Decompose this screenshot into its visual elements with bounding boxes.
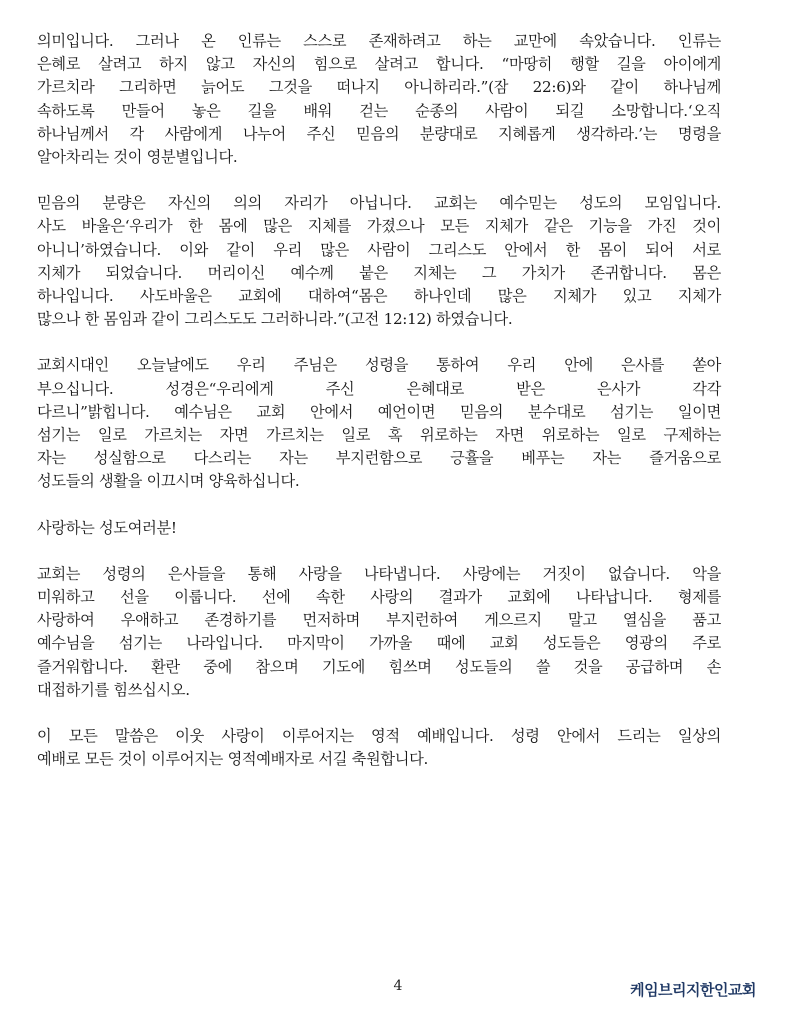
text-line: 예배로 모든 것이 이루어지는 영적예배자로 서길 축원합니다. (37, 750, 428, 769)
text-line: 하나님께서 각 사람에게 나누어 주신 믿음의 분량대로 지혜롭게 생각하라.’는 명령을 (37, 124, 721, 143)
page-number: 4 (393, 978, 403, 994)
text-line: 속하도록 만들어 놓은 길을 배워 걷는 순종의 사람이 되길 소망합니다.‘오직 (37, 101, 721, 120)
paragraph-3 (37, 354, 721, 493)
text-line: 미워하고 선을 이룹니다. 선에 속한 사랑의 결과가 교회에 나타납니다. 형제를 (37, 588, 721, 607)
text-line: 대접하기를 힘쓰십시오. (37, 680, 190, 699)
text-line: 믿음의 분량은 자신의 의의 자리가 아닙니다. 교회는 예수믿는 성도의 모임입니다. (37, 194, 721, 213)
text-line: 사랑하는 성도여러분! (37, 518, 177, 537)
paragraph-1 (37, 30, 721, 169)
text-line: 섬기는 일로 가르치는 자면 가르치는 일로 혹 위로하는 자면 위로하는 일로 구제하는 (37, 426, 721, 445)
text-line: 교회는 성령의 은사들을 통해 사랑을 나타냅니다. 사랑에는 거짓이 없습니다. 악을 (37, 564, 721, 583)
text-line: 다르니”밝힙니다. 예수님은 교회 안에서 예언이면 믿음의 분수대로 섬기는 일이면 (37, 402, 721, 421)
paragraph-6 (37, 725, 721, 771)
text-line: 아니니’하였습니다. 이와 같이 우리 많은 사람이 그리스도 안에서 한 몸이 되어 서로 (37, 240, 721, 259)
text-line: 사도 바울은‘우리가 한 몸에 많은 지체를 가졌으나 모든 지체가 같은 기능을 가진 것이 (37, 217, 721, 236)
text-line: 알아차리는 것이 영분별입니다. (37, 148, 238, 167)
paragraph-4-greeting (37, 517, 721, 540)
sermon-body (37, 30, 721, 794)
text-line: 자는 성실함으로 다스리는 자는 부지런함으로 긍휼을 베푸는 자는 즐거움으로 (37, 449, 721, 468)
text-line: 교회시대인 오늘날에도 우리 주님은 성령을 통하여 우리 안에 은사를 쏟아 (37, 356, 721, 375)
text-line: 지체가 되었습니다. 머리이신 예수께 붙은 지체는 그 가치가 존귀합니다. 몸은 (37, 263, 721, 282)
church-name-footer: 케임브리지한인교회 (630, 981, 756, 999)
text-line: 의미입니다. 그러나 온 인류는 스스로 존재하려고 하는 교만에 속았습니다. 인류는 (37, 32, 721, 50)
paragraph-5 (37, 563, 721, 702)
text-line: 즐거워합니다. 환란 중에 참으며 기도에 힘쓰며 성도들의 쓸 것을 공급하며 손 (37, 657, 721, 676)
text-line: 성도들의 생활을 이끄시며 양육하십니다. (37, 472, 300, 491)
text-line: 은혜로 살려고 하지 않고 자신의 힘으로 살려고 합니다. “마땅히 행할 길을 아이에게 (37, 55, 721, 74)
text-line: 부으십니다. 성경은“우리에게 주신 은혜대로 받은 은사가 각각 (37, 379, 721, 398)
text-line: 많으나 한 몸임과 같이 그리스도도 그러하니라.”(고전 12:12) 하였습니다. (37, 310, 513, 329)
paragraph-2 (37, 192, 721, 331)
text-line: 사랑하여 우애하고 존경하기를 먼저하며 부지런하여 게으르지 말고 열심을 품고 (37, 611, 721, 630)
text-line: 하나입니다. 사도바울은 교회에 대하여“몸은 하나인데 많은 지체가 있고 지체가 (37, 287, 721, 306)
text-line: 예수님을 섬기는 나라입니다. 마지막이 가까울 때에 교회 성도들은 영광의 주로 (37, 634, 721, 653)
text-line: 이 모든 말씀은 이웃 사랑이 이루어지는 영적 예배입니다. 성령 안에서 드리는 일상의 (37, 727, 721, 746)
text-line: 가르치라 그리하면 늙어도 그것을 떠나지 아니하리라.”(잠 22:6)와 같이 하나님께 (37, 78, 721, 97)
